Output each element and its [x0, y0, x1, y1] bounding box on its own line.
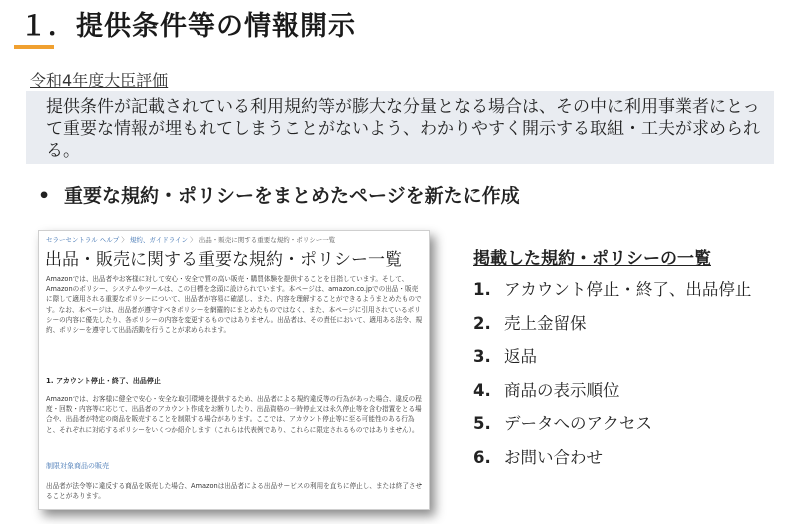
item-number: 6. — [473, 447, 491, 467]
item-label: お問い合わせ — [504, 447, 603, 467]
item-number: 1. — [473, 280, 491, 299]
evaluation-label: 令和4年度大臣評価 — [30, 71, 169, 90]
policy-list-item — [473, 444, 751, 478]
bullet-item — [38, 181, 520, 208]
item-label: 売上金留保 — [504, 313, 587, 333]
item-number: 3. — [473, 347, 491, 366]
item-number: 2. — [473, 313, 491, 333]
item-label: アカウント停止・終了、出品停止 — [504, 280, 752, 299]
policy-list-item — [473, 377, 751, 411]
breadcrumb-link[interactable]: 規約、ガイドライン — [129, 236, 189, 244]
policy-list-item — [473, 410, 751, 444]
restricted-products-link[interactable]: 制限対象商品の販売 — [46, 462, 109, 470]
screenshot-heading: 出品・販売に関する重要な規約・ポリシー一覧 — [45, 250, 402, 270]
seller-central-screenshot — [38, 230, 430, 510]
item-label: データへのアクセス — [504, 414, 653, 433]
breadcrumb-separator: 〉 — [190, 236, 197, 244]
screenshot-section-title: 1. アカウント停止・終了、出品停止 — [46, 377, 161, 385]
screenshot-section-text: Amazonでは、お客様に健全で安心・安全な取引環境を提供するため、出品者による規約違反等の行為があった場合、違反の程度・回数・内容等に応じて、出品者のアカウント作成をお断りしたり、出品資格の一時停止又は永久停止等を含む措置をとる場合や、出品者が特定の商品を販売することを制限する場合があります。ここでは、アカウント停止等に至る可能性のある行為と、それぞれに対応するポリシーをいくつか紹介します（これらは代表例であり、これらに限定されるものではありません）。 — [46, 395, 422, 434]
evaluation-box — [26, 91, 774, 164]
breadcrumb-link[interactable]: セラーセントラル ヘルプ — [46, 236, 120, 244]
breadcrumb — [46, 235, 335, 244]
policy-list-item — [473, 310, 751, 344]
policy-list-item — [473, 276, 751, 310]
breadcrumb-separator: 〉 — [121, 236, 128, 244]
policy-list — [473, 276, 751, 477]
bullet-marker: • — [38, 185, 51, 207]
bullet-text: 重要な規約・ポリシーをまとめたページを新たに作成 — [64, 185, 520, 207]
screenshot-footer-text: 出品者が法令等に違反する商品を販売した場合、Amazonは出品者による出品サービスの利用を直ちに停止し、または終了させることがあります。 — [46, 482, 423, 501]
title-accent-bar — [14, 45, 54, 49]
item-number: 4. — [473, 380, 491, 400]
item-label: 返品 — [504, 347, 537, 366]
breadcrumb-current: 出品・販売に関する重要な規約・ポリシー一覧 — [198, 236, 336, 244]
policy-list-heading: 掲載した規約・ポリシーの一覧 — [473, 249, 711, 269]
evaluation-text: 提供条件が記載されている利用規約等が膨大な分量となる場合は、その中に利用事業者にとって重要な情報が埋もれてしまうことがないよう、わかりやすく開示する取組・工夫が求められる。 — [46, 97, 760, 161]
policy-list-item — [473, 343, 751, 377]
screenshot-intro: Amazonでは、出品者やお客様に対して安心・安全で質の高い販売・購買体験を提供することを目指しています。そして、Amazonのポリシー、システムやツールは、この目標を念頭に設けられています。本ページは、amazon.co.jpでの出品・販売に際して適用される重要なポリシーについて、出品者が容易に確認し、また、内容を理解することができるようまとめたものです。なお、本ページは、出品者が遵守すべきポリシーを網羅的にまとめたものではなく、また、本ページに引用されているポリシーの内容に優先したり、各ポリシーの内容を変更するものではありません。出品者は、その責任において、適用ある法令、規約、ポリシーを遵守して出品活動を行うことが求められます。 — [46, 275, 423, 335]
item-label: 商品の表示順位 — [504, 380, 620, 400]
page-title: １．提供条件等の情報開示 — [20, 11, 356, 42]
item-number: 5. — [473, 414, 491, 433]
